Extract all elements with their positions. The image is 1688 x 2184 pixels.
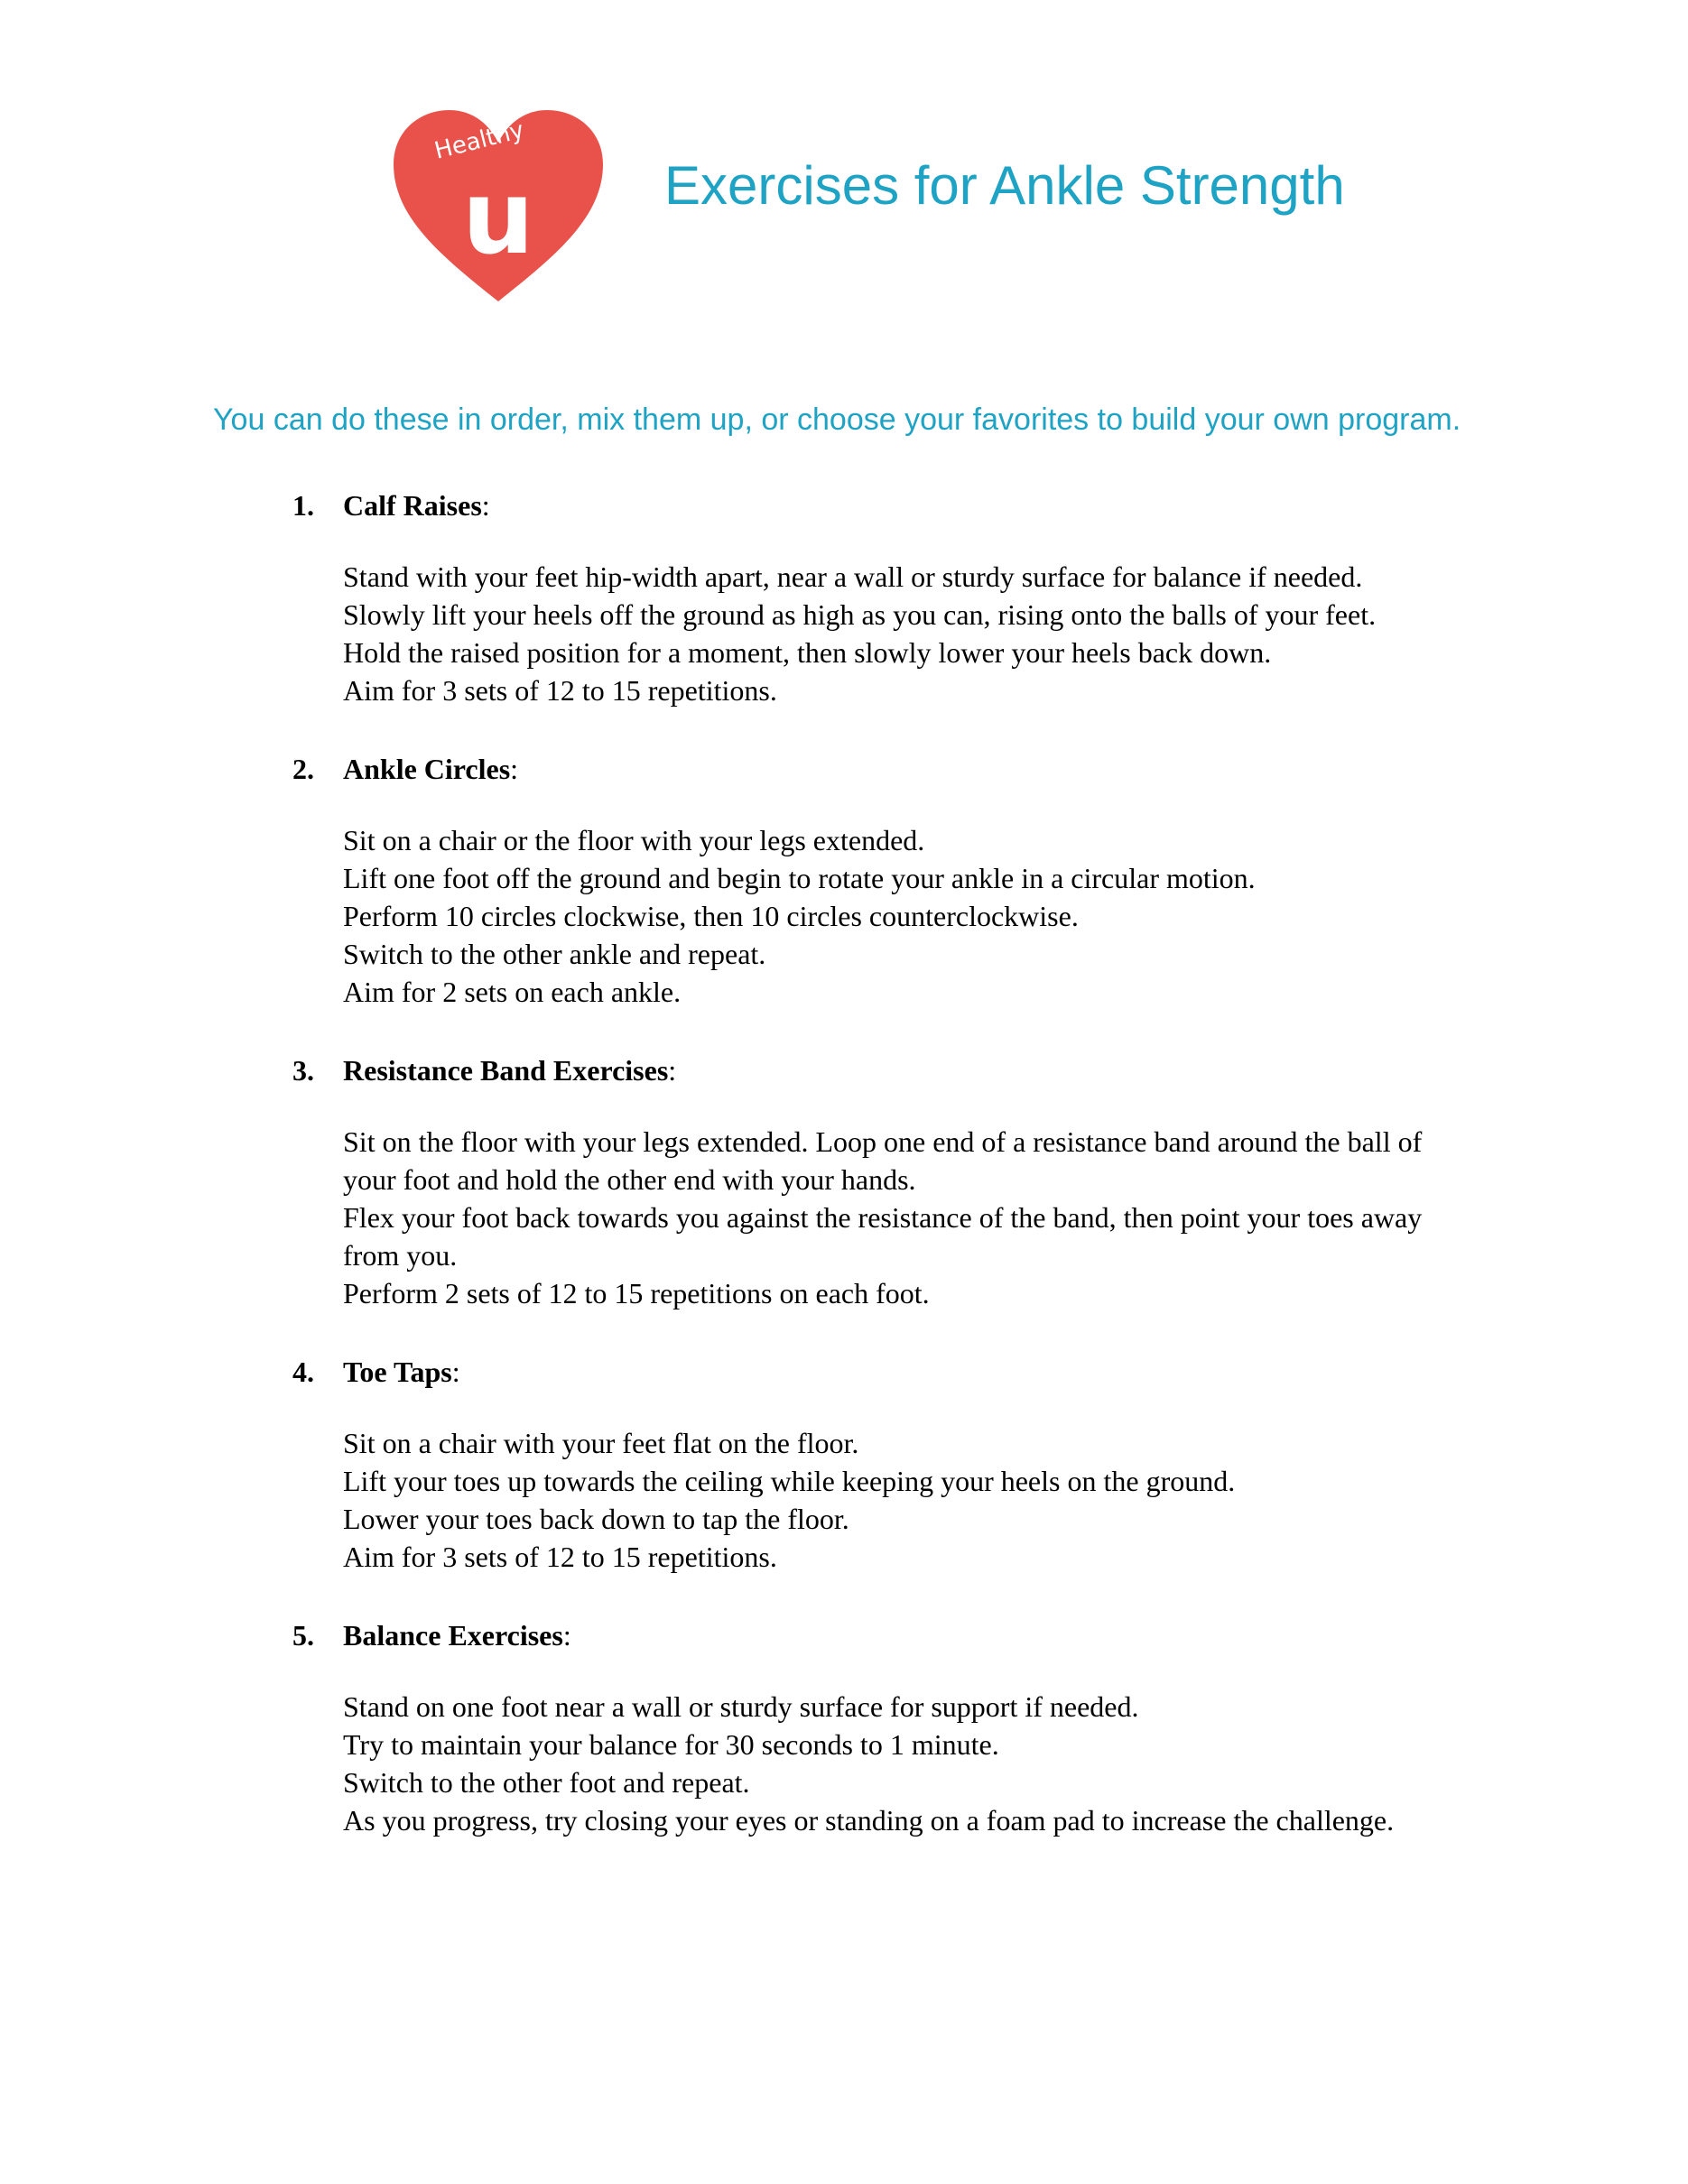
heart-logo-icon bbox=[390, 106, 607, 309]
instruction-line: Sit on a chair or the floor with your legs extended. bbox=[343, 824, 925, 856]
exercise-instructions bbox=[343, 558, 1471, 709]
exercise-title bbox=[343, 1049, 676, 1092]
exercise-name: Balance Exercises bbox=[343, 1619, 563, 1652]
instruction-line: Switch to the other ankle and repeat. bbox=[343, 938, 766, 970]
exercise-number: 4. bbox=[292, 1356, 314, 1388]
exercise-title bbox=[343, 747, 518, 791]
instruction-line: Switch to the other foot and repeat. bbox=[343, 1766, 750, 1799]
instruction-line: Lift one foot off the ground and begin to rotate your ankle in a circular motion. bbox=[343, 862, 1256, 894]
exercise-name-colon: : bbox=[668, 1054, 677, 1087]
exercise-instructions bbox=[343, 821, 1471, 1011]
instruction-line: Lower your toes back down to tap the floor. bbox=[343, 1503, 849, 1535]
exercise-instructions bbox=[343, 1123, 1471, 1312]
exercise-name: Calf Raises bbox=[343, 489, 482, 522]
exercise-heading bbox=[0, 484, 1688, 527]
instruction-line: Flex your foot back towards you against the resistance of the band, then point your toes away from you. bbox=[343, 1201, 1423, 1272]
instruction-line: Stand on one foot near a wall or sturdy surface for support if needed. bbox=[343, 1690, 1139, 1723]
instruction-line: Try to maintain your balance for 30 seconds to 1 minute. bbox=[343, 1728, 999, 1761]
exercise-number: 3. bbox=[292, 1054, 314, 1087]
instruction-line: Aim for 3 sets of 12 to 15 repetitions. bbox=[343, 1541, 777, 1573]
exercise-heading bbox=[0, 1614, 1688, 1657]
instruction-line: Perform 2 sets of 12 to 15 repetitions on each foot. bbox=[343, 1277, 930, 1309]
exercise-title bbox=[343, 484, 490, 527]
exercise-instructions bbox=[343, 1424, 1471, 1576]
exercise-item bbox=[0, 1350, 1688, 1576]
exercise-item bbox=[0, 747, 1688, 1011]
exercise-item bbox=[0, 484, 1688, 709]
exercise-item bbox=[0, 1614, 1688, 1839]
instruction-line: Lift your toes up towards the ceiling while keeping your heels on the ground. bbox=[343, 1465, 1236, 1497]
exercise-heading bbox=[0, 747, 1688, 791]
exercise-name-colon: : bbox=[451, 1356, 460, 1388]
instruction-line: Aim for 3 sets of 12 to 15 repetitions. bbox=[343, 674, 777, 707]
logo-healthy-text: Healthy bbox=[431, 116, 527, 165]
exercise-name: Resistance Band Exercises bbox=[343, 1054, 669, 1087]
exercise-heading bbox=[0, 1049, 1688, 1092]
exercise-title bbox=[343, 1614, 571, 1657]
exercise-number: 2. bbox=[292, 753, 314, 785]
exercise-number: 1. bbox=[292, 489, 314, 522]
exercise-name-colon: : bbox=[481, 489, 490, 522]
exercise-list bbox=[0, 484, 1688, 1877]
exercise-name-colon: : bbox=[562, 1619, 571, 1652]
instruction-line: Aim for 2 sets on each ankle. bbox=[343, 976, 682, 1008]
exercise-name-colon: : bbox=[510, 753, 519, 785]
logo-u-letter: u bbox=[462, 160, 534, 277]
instruction-line: Slowly lift your heels off the ground as high as you can, rising onto the balls of your feet. bbox=[343, 598, 1377, 631]
page-title: Exercises for Ankle Strength bbox=[664, 155, 1345, 216]
instruction-line: As you progress, try closing your eyes or standing on a foam pad to increase the challenge. bbox=[343, 1804, 1395, 1837]
exercise-heading bbox=[0, 1350, 1688, 1393]
instruction-line: Sit on a chair with your feet flat on the floor. bbox=[343, 1427, 859, 1459]
exercise-instructions bbox=[343, 1688, 1471, 1839]
exercise-title bbox=[343, 1350, 460, 1393]
intro-text: You can do these in order, mix them up, or choose your favorites to build your own program. bbox=[213, 403, 1461, 437]
exercise-name: Toe Taps bbox=[343, 1356, 452, 1388]
instruction-line: Stand with your feet hip-width apart, near a wall or sturdy surface for balance if needed. bbox=[343, 560, 1363, 593]
exercise-number: 5. bbox=[292, 1619, 314, 1652]
exercise-name: Ankle Circles bbox=[343, 753, 511, 785]
instruction-line: Hold the raised position for a moment, then slowly lower your heels back down. bbox=[343, 636, 1272, 669]
instruction-line: Sit on the floor with your legs extended. Loop one end of a resistance band around the ball of your foot and hold the other end with your hands. bbox=[343, 1125, 1423, 1196]
healthy-u-logo bbox=[390, 106, 607, 309]
instruction-line: Perform 10 circles clockwise, then 10 circles counterclockwise. bbox=[343, 900, 1079, 932]
exercise-item bbox=[0, 1049, 1688, 1312]
